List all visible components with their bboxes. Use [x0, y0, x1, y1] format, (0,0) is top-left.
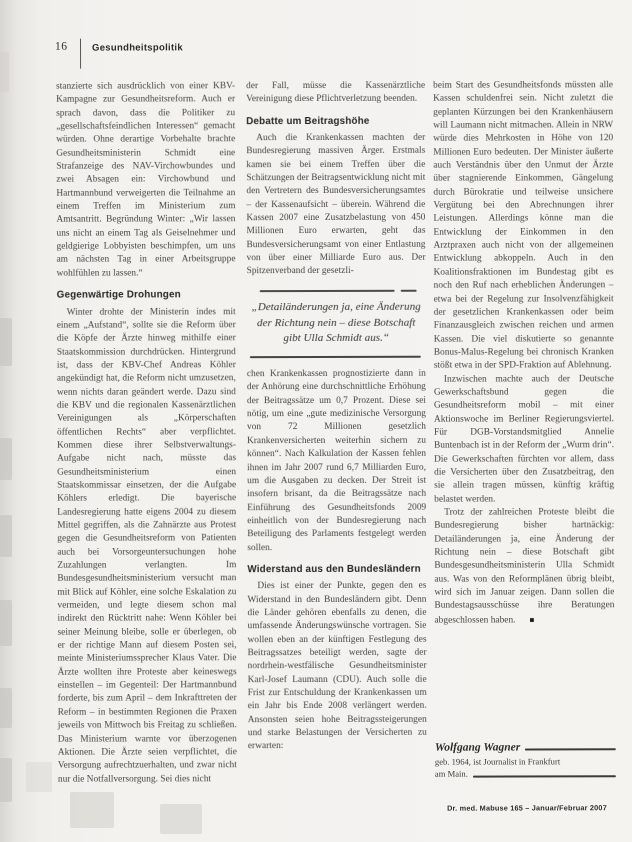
author-name-row: [435, 741, 616, 753]
paragraph: Winter drohte der Ministerin indes mit einem „Aufstand“, sollte sie die Reform über die Köpfe der Ärzte hinweg mithilfe einer Staatskommission durchdrücken. Hintergrund ist, dass der KBV-Chef Andreas Köhler angekündigt hat, die Reform nicht umzusetzen, wenn nichts daran geändert werde. Dazu sind die KBV und die regionalen Kassenärztlichen Vereinigungen als „Körperschaften öffentlichen Rechts“ aber verpflichtet. Kommen diese ihrer Selbstverwaltungs-Aufgabe nicht nach, müsste das Gesundheitsministerium einen Staatskommissar einsetzen, der die Aufgabe Köhlers erledigt. Die bayerische Landesregierung hatte eigens 2004 zu diesem Mittel gegriffen, als die Zahnärzte aus Protest gegen die Gesundheitsreform von Patienten auch bei Vorsorgeuntersuchungen hohe Zuzahlungen verlangten. Im Bundesgesundheitsministerium versucht man mit Blick auf Köhler, eine solche Eskalation zu vermeiden, und legte diesem schon mal indirekt den Rücktritt nahe: Wenn Köhler bei seiner Meinung bleibe, solle er überlegen, ob er der richtige Mann auf diesem Posten sei, meinte Ministeriumssprecher Klaus Vater. Die Ärzte wollten ihre Proteste aber keineswegs einstellen – im Gegenteil: Der Hartmannbund forderte, bis zum April – dem Inkrafttreten der Reform – in bestimmten Regionen die Praxen jeweils von Mittwoch bis Freitag zu schließen. Das Ministerium warnte vor überzogenen Aktionen. Die Ärzte seien verpflichtet, die Versorgung aufrechtzuerhalten, und zwar nicht nur die Notfallversorgung. Sei dies nicht: [56, 306, 237, 785]
author-name: Wolfgang Wagner: [434, 741, 521, 754]
page-header: [55, 38, 183, 68]
scan-artifact: [70, 792, 114, 828]
author-bio-rule: [473, 776, 616, 778]
scan-artifact: [0, 688, 12, 728]
subheading-widerstand-bundeslaender: Widerstand aus den Bundesländern: [247, 563, 421, 576]
column-1: [56, 80, 237, 786]
scan-artifact: [160, 804, 202, 834]
scan-artifact: [0, 318, 12, 366]
end-of-article-marker: ■: [529, 615, 535, 625]
pull-quote-rule-top: [260, 290, 417, 293]
subheading-debatte-um-beitragshoehe: Debatte um Beitragshöhe: [246, 115, 370, 127]
pull-quote-text: „Detailänderungen ja, eine Änderung der Richtung nein – diese Botschaft gibt Ulla Schmidt aus.“: [251, 300, 421, 345]
paragraph: chen Krankenkassen prognostizierte dann in der Anhörung eine durchschnittliche Erhöhung der Beitragssätze um 0,7 Prozent. Diese sei nötig, um eine „gute medizinische Versorgung von 72 Millionen gesetzlich Krankenversicherten weiterhin sichern zu können“. Nach Kalkulation der Kassen fehlen ihnen im Jahr 2007 rund 6,7 Milliarden Euro, um die Ausgaben zu decken. Der Streit ist insofern brisant, da die Beitragssätze nach Einführung des Gesundheitsfonds 2009 einheitlich von der Bundesregierung nach Beteiligung des Parlaments festgelegt werden sollen.: [246, 368, 427, 553]
scan-artifact: [26, 762, 52, 792]
paragraph: stanzierte sich ausdrücklich von einer KBV-Kampagne zur Gesundheitsreform. Auch er sprach davon, dass die Politiker zu „gesellschaftsfeindlichen Interessen“ gemacht würden. Ohne derartige Vorbehalte brachte Gesundheitsministerin Schmidt eine Strafanzeige des NAV-Virchowbundes und zwei Absagen ein: Virchowbund und Hartmannbund verweigerten die Teilnahme an einem Treffen im Ministerium zum Amtsantritt. Begründung Winter: „Wir lassen uns nicht an einem Tag als Geiselnehmer und geldgierige Lobbyisten beschimpfen, um uns am nächsten Tag in einer Arbeitsgruppe wohlfühlen zu lassen.“: [56, 81, 236, 279]
header-divider: [79, 39, 81, 69]
scan-artifact: [0, 600, 12, 646]
scan-artifact: [0, 438, 12, 480]
paragraph: der Fall, müsse die Kassenärztliche Vereinigung diese Pflichtverletzung beenden.: [246, 80, 426, 105]
author-name-rule: [525, 748, 616, 750]
column-3: [433, 79, 614, 628]
pull-quote: [250, 290, 423, 359]
paragraph: Auch die Krankenkassen machten der Bundesregierung massiven Ärger. Erstmals kamen sie bei einem Treffen über die Schätzungen der Beitragsentwicklung nicht mit den Vertretern des Bundesversicherungsamtes – der Kassenaufsicht – überein. Während die Kassen 2007 eine Zusatzbelastung von 450 Millionen Euro erwarten, geht das Bundesversicherungsamt von einer Entlastung von über einer Milliarde Euro aus. Der Spitzenverband der gesetzli-: [246, 132, 426, 277]
author-block: [435, 741, 616, 779]
column-2: [246, 80, 427, 754]
scan-artifact: [0, 52, 9, 92]
author-bio-line2: am Main.: [434, 768, 468, 779]
pull-quote-rule-bottom: [250, 355, 421, 358]
paragraph: Inzwischen machte auch der Deutsche Gewerkschaftsbund gegen die Gesundheitsreform mobil – mit einer Aktionswoche im Berliner Regierungsviertel. Für DGB-Vorstandsmitglied Annelie Buntenbach ist in der Reform der „Wurm drin“. Die Gewerkschaften fürchten vor allem, dass die Versicherten über den Zusatzbeitrag, den sie allein tragen müssen, künftig kräftig belastet werden.: [433, 373, 615, 505]
scan-artifact: [0, 758, 12, 802]
subheading-gegenwaertige-drohungen: Gegenwärtige Drohungen: [56, 289, 181, 301]
paragraph: Dies ist einer der Punkte, gegen den es Widerstand in den Bundesländern gibt. Denn die Länder gehören ebenfalls zu denen, die umfassende Änderungswünsche vortragen. Sie wollen eben an der künftigen Festlegung des Beitragssatzes beteiligt werden, sagte der nordrhein-westfälische Gesundheitsminister Karl-Josef Laumann (CDU). Auch solle die Frist zur Entschuldung der Krankenkassen um ein Jahr bis Ende 2008 verlängert werden. Ansonsten seien hohe Beitragssteigerungen und starke Belastungen der Versicherten zu erwarten:: [247, 580, 427, 752]
section-title: Gesundheitspolitik: [92, 42, 183, 54]
paragraph-text: Trotz der zahlreichen Proteste bleibt die Bundesregierung bisher hartnäckig: Detailänderungen ja, eine Änderung der Richtung nein – diese Botschaft gibt Bundesgesundheitsministerin Ulla Schmidt aus. Was von den Reformplänen übrig bleibt, wird sich im Januar zeigen. Dann sollen die Bundestagsausschüsse ihre Beratungen abgeschlossen haben.: [434, 507, 615, 626]
author-bio-line1: geb. 1964, ist Journalist in Frankfurt: [434, 756, 561, 767]
author-bio-row: [435, 767, 616, 779]
scan-artifact: [0, 515, 12, 557]
paragraph: [434, 506, 614, 628]
paragraph: beim Start des Gesundheitsfonds müssten alle Kassen schuldenfrei sein. Nicht zuletzt die geplanten Kürzungen bei den Krankenhäusern will Laumann nicht mitmachen. Allein in NRW würde dies Mehrkosten in Höhe von 120 Millionen Euro bedeuten. Der Minister äußerte auch Verständnis über den Unmut der Ärzte über stagnierende Einkommen, Gängelung durch Bürokratie und teilweise unsichere Vergütung bei den Abrechnungen ihrer Leistungen. Allerdings könne man die Entwicklung der Einkommen in den Arztpraxen auch nicht von der allgemeinen Entwicklung abkoppeln. Auch in den Koalitionsfraktionen im Bundestag gibt es noch den Ruf nach erheblichen Änderungen – etwa bei der Regelung zur Insolvenzfähigkeit der gesetzlichen Krankenkassen oder beim Finanzausgleich zwischen reichen und armen Kassen. Die viel diskutierte so genannte Bonus-Malus-Regelung bei chronisch Kranken stößt etwa in der SPD-Fraktion auf Ablehnung.: [433, 80, 614, 371]
journal-footer: Dr. med. Mabuse 165 – Januar/Februar 2007: [447, 803, 607, 813]
page-number: 16: [55, 40, 68, 53]
